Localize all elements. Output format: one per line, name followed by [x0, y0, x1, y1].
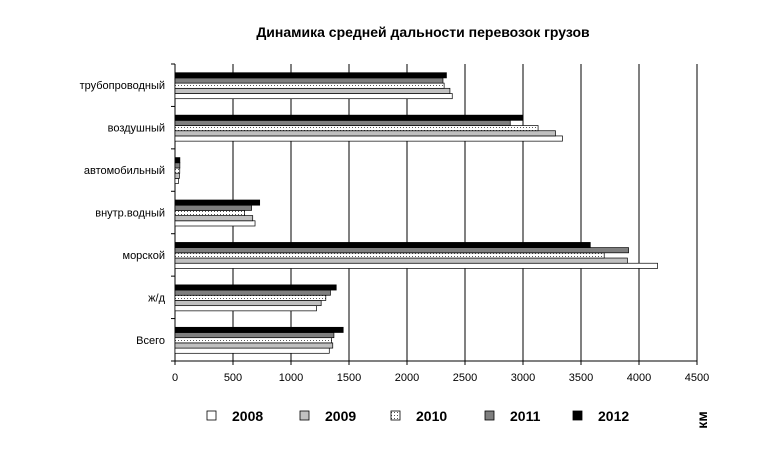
bar-2009	[175, 88, 450, 93]
legend-swatch-2010	[391, 411, 400, 420]
legend-label: 2011	[510, 408, 541, 424]
legend-swatch-2009	[300, 411, 309, 420]
bar-2010	[175, 338, 332, 343]
bar-2008	[175, 348, 329, 353]
legend-swatch-2011	[485, 411, 494, 420]
bar-2010	[175, 126, 538, 131]
bar-2009	[175, 131, 555, 136]
bar-2010	[175, 83, 444, 88]
category-label: автомобильный	[83, 165, 165, 178]
bar-2012	[175, 158, 180, 163]
bar-2008	[175, 94, 452, 99]
plot-area	[80, 64, 710, 384]
bar-2009	[175, 173, 179, 178]
category-label: морской	[122, 249, 165, 262]
category-label: внутр.водный	[95, 207, 165, 220]
bar-2009	[175, 258, 627, 263]
x-tick-label: 3500	[568, 372, 594, 384]
bar-2011	[175, 332, 334, 337]
legend-label: 2008	[232, 408, 264, 424]
legend-label: 2012	[598, 408, 630, 424]
bar-2009	[175, 343, 333, 348]
unit-label: км	[694, 411, 710, 429]
bar-2011	[175, 78, 443, 83]
category-label: воздушный	[107, 122, 165, 135]
bar-2011	[175, 248, 629, 253]
x-tick-label: 4000	[626, 372, 652, 384]
x-tick-label: 3000	[510, 372, 536, 384]
bar-2008	[175, 263, 658, 268]
legend-swatch-2012	[573, 411, 582, 420]
bar-2011	[175, 290, 330, 295]
category-label: трубопроводный	[79, 80, 165, 93]
bar-2010	[175, 210, 245, 215]
category-label: Всего	[136, 334, 165, 347]
bar-2008	[175, 221, 255, 226]
x-tick-label: 0	[171, 372, 179, 384]
bar-2009	[175, 300, 321, 305]
bar-2011	[175, 205, 252, 210]
x-tick-label: 2500	[452, 372, 478, 384]
bar-2012	[175, 200, 260, 205]
bar-2008	[175, 178, 178, 183]
bar-2010	[175, 295, 326, 300]
x-tick-label: 1000	[278, 372, 304, 384]
chart-title: Динамика средней дальности перевозок грузов	[256, 24, 590, 40]
bar-2010	[175, 253, 604, 258]
x-tick-label: 1500	[336, 372, 362, 384]
bar-2012	[175, 327, 343, 332]
bar-2012	[175, 73, 446, 78]
bar-2008	[175, 136, 562, 141]
bar-2012	[175, 242, 590, 247]
bar-2009	[175, 216, 253, 221]
bar-2012	[175, 285, 336, 290]
category-label: ж/д	[148, 292, 165, 305]
bar-2012	[175, 115, 523, 120]
x-tick-label: 500	[223, 372, 243, 384]
legend-label: 2010	[416, 408, 448, 424]
bar-2011	[175, 163, 180, 168]
legend-swatch-2008	[207, 411, 216, 420]
legend	[207, 408, 629, 424]
bar-2008	[175, 306, 317, 311]
bar-2010	[175, 168, 180, 173]
x-tick-label: 2000	[394, 372, 420, 384]
legend-label: 2009	[325, 408, 357, 424]
bar-2011	[175, 120, 510, 125]
x-tick-label: 4500	[684, 372, 710, 384]
